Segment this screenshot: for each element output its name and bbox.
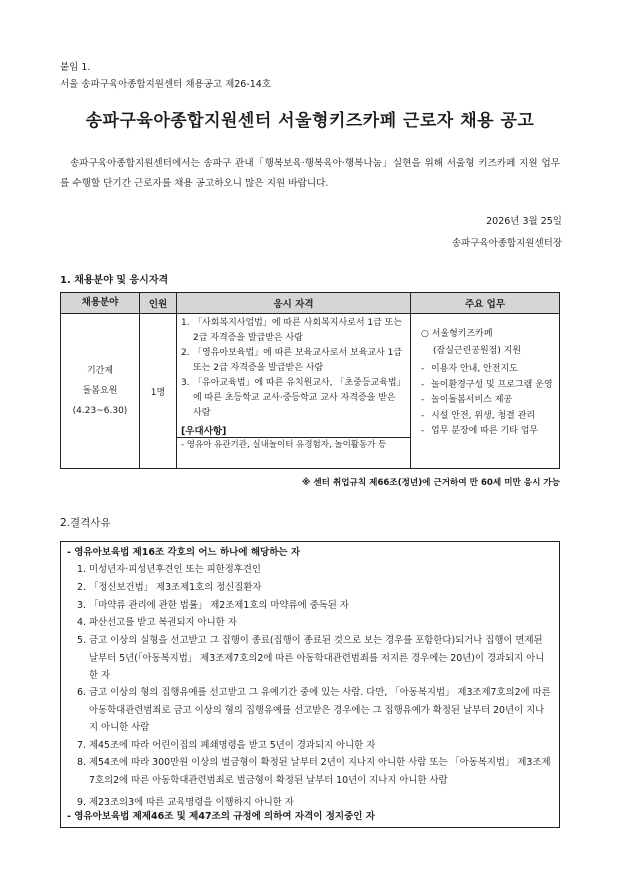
- organization-name: 송파구육아종합지원센터장: [451, 238, 562, 249]
- table-header-row: [61, 293, 560, 314]
- item-number: 2.: [77, 582, 86, 593]
- age-footnote: ※ 센터 취업규칙 제66조(정년)에 근거하여 만 60세 미만 응시 가능: [302, 478, 560, 488]
- item-number: 3.: [77, 600, 86, 611]
- notice-date: 2026년 3월 25일: [486, 216, 562, 227]
- item-text: 금고 이상의 실형을 선고받고 그 집행이 종료(집행이 종료된 것으로 보는 경우를 포함한다)되거나 집행이 면제된 날부터 5년(「아동복지법」 제3조제7호의2에 따른 아동학대관련범죄를 저지른 경우에는 20년)이 경과되지 아니한 자: [89, 635, 545, 681]
- duty-text: 놀이돌봄서비스 제공: [431, 395, 513, 405]
- item-number: 8.: [77, 757, 86, 768]
- duty-item: - 놀이돌봄서비스 제공: [421, 395, 513, 405]
- item-text: 미성년자·피성년후견인 또는 피한정후견인: [89, 564, 261, 575]
- item-number: 5.: [77, 635, 86, 646]
- disqualification-item: [77, 794, 553, 812]
- qualification-item: [177, 376, 410, 421]
- field-line: 돌봄요원: [82, 386, 118, 396]
- attachment-label: 붙임 1.: [60, 62, 91, 73]
- duty-text: 놀이환경구성 및 프로그램 운영: [431, 379, 553, 390]
- item-text: 제54조에 따라 300만원 이상의 벌금형이 확정된 날부터 2년이 지나지 아니한 사람 또는 「아동복지법」 제3조제7호의2에 따른 아동학대관련범죄로 벌금형이 확정된 날부터 10년이 지나지 아니한 사람: [89, 757, 551, 786]
- qualification-number: 1.: [181, 318, 190, 328]
- duty-text: 시설 안전, 위생, 청결 관리: [431, 410, 536, 421]
- qualification-cell: [177, 314, 411, 469]
- disqualification-item: [77, 561, 553, 579]
- preference-note: - 영유아 유관기관, 실내놀이터 유경험자, 놀이활동가 등: [181, 440, 387, 450]
- preference-title: [우대사항]: [181, 426, 227, 437]
- qualification-text: 「영유아보육법」에 따른 보육교사로서 보육교사 1급 또는 2급 자격증을 발급받은 사람: [193, 348, 403, 373]
- item-number: 7.: [77, 740, 86, 751]
- qualification-item: [177, 316, 410, 346]
- field-cell: [61, 314, 140, 469]
- page-title: 송파구육아종합지원센터 서울형키즈카페 근로자 채용 공고: [85, 111, 535, 131]
- count-cell: 1명: [140, 314, 177, 469]
- item-number: 4.: [77, 617, 86, 628]
- disqualification-item: [77, 614, 553, 632]
- disqualification-item: [77, 579, 553, 597]
- qualification-number: 2.: [181, 348, 190, 358]
- item-text: 금고 이상의 형의 집행유예를 선고받고 그 유예기간 중에 있는 사람. 다만, 「아동복지법」 제3조제7호의2에 따른 아동학대관련범죄로 금고 이상의 형의 집행유예를 선고받은 경우에는 그 집행유예가 확정된 날부터 20년이 지나지 아니한 사람: [89, 687, 551, 733]
- item-text: 파산선고를 받고 복권되지 아니한 자: [89, 617, 237, 628]
- field-line: 기간제: [86, 366, 114, 376]
- disqualification-item: [77, 684, 553, 737]
- column-header-count: 인원: [140, 293, 177, 314]
- duties-cell: [411, 314, 560, 469]
- item-number: 1.: [77, 564, 86, 575]
- duty-item: - 업무 분장에 따른 기타 업무: [421, 426, 539, 436]
- duty-item: - 놀이환경구성 및 프로그램 운영: [421, 379, 553, 390]
- intro-paragraph: 송파구육아종합지원센터에서는 송파구 관내「행복보육·행복육아·행복나눔」실현을 위해 서울형 키즈카페 지원 업무를 수행할 단기간 근로자를 채용 공고하오니 많은 지원 바랍니다.: [60, 158, 560, 189]
- notice-number: 서울 송파구육아종합지원센터 채용공고 제26-14호: [60, 79, 272, 90]
- disqualification-item: [77, 754, 553, 789]
- disqualification-item: [77, 632, 553, 685]
- item-number: 6.: [77, 687, 86, 698]
- disqualification-box: [60, 541, 560, 828]
- item-text: 제23조의3에 따른 교육명령을 이행하지 아니한 자: [89, 797, 294, 808]
- qualification-number: 3.: [181, 378, 190, 388]
- duty-item: - 이용자 안내, 안전지도: [421, 364, 518, 374]
- table-row: [61, 314, 560, 469]
- item-number: 9.: [77, 797, 86, 808]
- column-header-duties: 주요 업무: [411, 293, 560, 314]
- disqualification-group-title: - 영유아보육법 제제46조 및 제47조의 규정에 의하여 자격이 정지중인 자: [67, 811, 375, 822]
- item-text: 제45조에 따라 어린이집의 폐쇄명령을 받고 5년이 경과되지 아니한 자: [89, 740, 376, 751]
- section2-heading: 2.결격사유: [60, 517, 111, 529]
- recruitment-table: [60, 292, 560, 469]
- qualification-text: 「유아교육법」에 따른 유치원교사, 「초중등교육법」에 따른 초등학교 교사·중등학교 교사 자격증을 받은 사람: [193, 378, 406, 418]
- field-line: (4.23~6.30): [72, 406, 128, 416]
- disqualification-item: [77, 597, 553, 615]
- duty-text: 업무 분장에 따른 기타 업무: [431, 426, 539, 436]
- qualification-item: [177, 346, 410, 376]
- item-text: 「정신보건법」 제3조제1호의 정신질환자: [89, 582, 262, 593]
- duty-heading: ○ 서울형키즈카페: [421, 329, 493, 339]
- column-header-field: 채용분야: [61, 293, 140, 314]
- item-text: 「마약류 관리에 관한 법률」 제2조제1호의 마약류에 중독된 자: [89, 600, 349, 611]
- qualification-list: [177, 316, 410, 421]
- duty-item: - 시설 안전, 위생, 청결 관리: [421, 410, 536, 421]
- duty-list: [411, 362, 559, 440]
- section1-heading: 1. 채용분야 및 응시자격: [60, 275, 169, 286]
- column-header-qualification: 응시 자격: [177, 293, 411, 314]
- disqualification-group-title: - 영유아보육법 제16조 각호의 어느 하나에 해당하는 자: [67, 547, 301, 558]
- duty-text: 이용자 안내, 안전지도: [431, 364, 518, 374]
- disqualification-item: [77, 737, 553, 755]
- qualification-text: 「사회복지사업법」에 따른 사회복지사로서 1급 또는 2급 자격증을 발급받은 사람: [193, 318, 403, 343]
- duty-subheading: (잠실근린공원점) 지원: [433, 346, 522, 356]
